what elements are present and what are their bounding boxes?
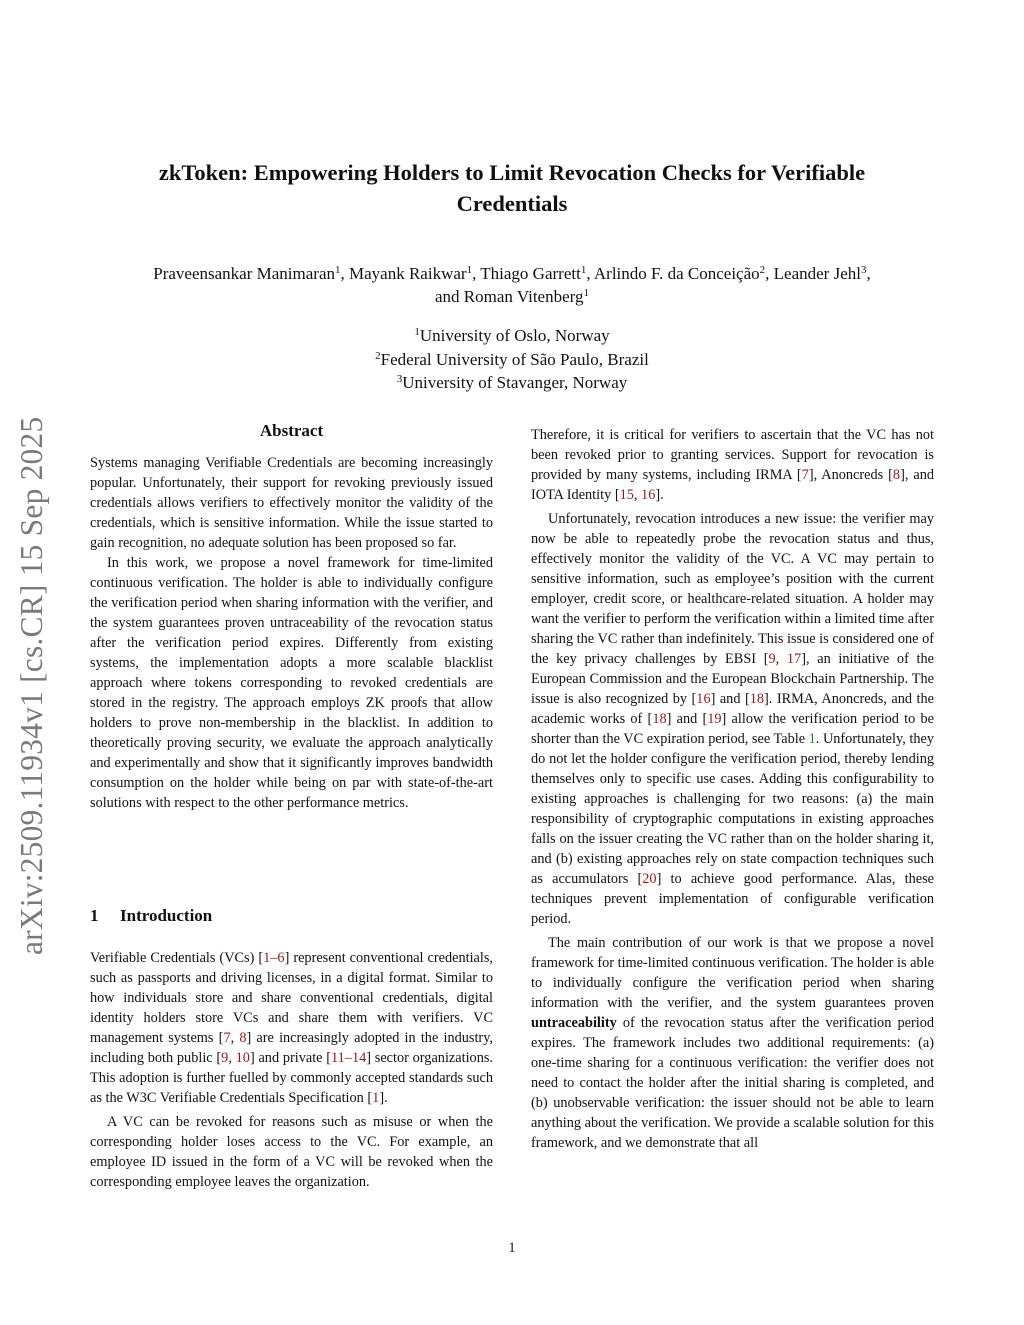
abstract-paragraph: Systems managing Verifiable Credentials are becoming increasingly popular. Unfortunately, their support for revoking previously issued credentials allows verifiers to effectively monitor the validity of the credentials, which is sensitive information. While the issue started to gain recognition, no adequate solution has been proposed so far. <box>90 455 493 551</box>
citation-link[interactable]: 9 <box>768 651 776 667</box>
paper-title: zkToken: Empowering Holders to Limit Revocation Checks for Verifiable Credentials <box>158 160 866 216</box>
table-reference-link[interactable]: 1 <box>808 731 816 747</box>
affiliation: $^1$University of Oslo, Norway <box>414 326 610 345</box>
abstract-paragraph: In this work, we propose a novel framework for time-limited continuous verification. The holder is able to individually configure the verification period when sharing information with the verifier, and the system guarantees proven untraceability of the revocation status after the verification period expires. Differently from existing systems, the implementation adopts a more scalable blacklist approach where tokens corresponding to revoked credentials are stored in the registry. The approach employs ZK proofs that allow holders to prove non-membership in the blacklist. In addition to theoretically proving security, we evaluate the approach analytically and experimentally and show that it significantly improves bandwidth consumption on the holder while being on par with state-of-the-art solutions with respect to the other performance metrics. <box>90 555 493 811</box>
intro-paragraph: Verifiable Credentials (VCs) [1–6] represent conventional credentials, such as passports and driving licenses, in a digital format. Similar to how individuals store and share conventional credentials, digital identity holders store VCs and share them with verifiers. VC management systems [7, 8] are increasingly adopted in the industry, including both public [9, 10] and private [11–14] sector organizations. This adoption is further fuelled by commonly accepted standards such as the W3C Verifiable Credentials Specification [1]. <box>90 950 494 1106</box>
body-paragraph: Unfortunately, revocation introduces a new issue: the verifier may now be able to repeatedly probe the revocation status and thus, effectively monitor the validity of the VC. A VC may pertain to sensitive information, such as employee’s position with the current employer, credit score, or healthcare-related situation. A holder may want the verifier to perform the verification within a limited time after sharing the VC rather than indefinitely. This issue is considered one of the key privacy challenges by EBSI [9, 17], an initiative of the European Commission and the European Blockchain Partnership. The issue is also recognized by [16] and [18]. IRMA, Anoncreds, and the academic works of [18] and [19] allow the verification period to be shorter than the VC expiration period, see Table 1. Unfortunately, they do not let the holder configure the verification period, thereby lending themselves only to specific use cases. Adding this configurability to existing approaches is challenging for two reasons: (a) the main responsibility of cryptographic computations in existing approaches falls on the issuer creating the VC rather than on the holder sharing it, and (b) existing approaches rely on state compaction techniques such as accumulators [20] to achieve good performance. Alas, these techniques prevent implementation of configurable verification period. <box>531 511 934 927</box>
citation-link[interactable]: 8 <box>239 1030 247 1046</box>
abstract-heading: Abstract <box>259 421 324 440</box>
citation-link[interactable]: 10 <box>235 1050 250 1066</box>
citation-link[interactable]: 9 <box>221 1050 229 1066</box>
introduction-body <box>90 948 493 1192</box>
affiliation: $^3$University of Stavanger, Norway <box>396 373 628 392</box>
section-number: 1 <box>90 906 99 925</box>
author-name: Praveensankar Manimaran <box>153 264 335 283</box>
citation-link[interactable]: 20 <box>642 871 657 887</box>
intro-paragraph: A VC can be revoked for reasons such as misuse or when the corresponding holder loses access to the VC. For example, an employee ID issued in the form of a VC will be revoked when the corresponding employee leaves the organization. <box>90 1114 493 1190</box>
author-list: Praveensankar Manimaran$^1$, Mayank Raikwar$^1$, Thiago Garrett$^1$, Arlindo F. da Conceição$^2$, Leander Jehl$^3$, and Roman Vitenberg$^1$ <box>153 264 871 306</box>
citation-link[interactable]: 16 <box>696 691 711 707</box>
author-affiliation-mark: 2 <box>759 264 766 276</box>
citation-link[interactable]: 18 <box>652 711 667 727</box>
page-number: 1 <box>508 1240 516 1256</box>
citation-link[interactable]: 11–14 <box>331 1050 367 1066</box>
citation-link[interactable]: 1–6 <box>263 950 285 966</box>
citation-link[interactable]: 17 <box>786 651 802 667</box>
affiliation-list <box>212 324 812 395</box>
author-affiliation-mark: 1 <box>580 264 587 276</box>
abstract-body <box>90 453 493 813</box>
author-name: and Roman Vitenberg <box>435 287 584 306</box>
arxiv-identifier-stamp: arXiv:2509.11934v1 [cs.CR] 15 Sep 2025 <box>14 416 49 955</box>
affiliation: $^2$Federal University of São Paulo, Brazil <box>375 349 649 369</box>
citation-link[interactable]: 19 <box>707 711 722 727</box>
author-affiliation-mark: 1 <box>583 287 589 299</box>
section-heading-introduction <box>90 906 212 926</box>
author-name: Arlindo F. da Conceição <box>593 264 760 283</box>
right-column-body <box>531 425 934 1153</box>
author-name: Thiago Garrett <box>480 264 581 283</box>
citation-link[interactable]: 1 <box>372 1090 380 1106</box>
citation-link[interactable]: 8 <box>892 467 901 483</box>
author-affiliation-mark: 1 <box>466 264 473 276</box>
author-name: Leander Jehl <box>773 264 861 283</box>
author-affiliation-mark: 1 <box>335 264 341 276</box>
section-title: Introduction <box>120 906 213 925</box>
citation-link[interactable]: 18 <box>749 691 765 707</box>
author-name: Mayank Raikwar <box>349 264 467 283</box>
body-paragraph: Therefore, it is critical for verifiers to ascertain that the VC has not been revoked prior to granting services. Support for revocation is provided by many systems, including IRMA [7], Anoncreds [8], and IOTA Identity [15, 16]. <box>531 427 934 503</box>
author-affiliation-mark: 3 <box>860 264 867 276</box>
body-paragraph: The main contribution of our work is that we propose a novel framework for time-limited continuous verification. The holder is able to individually configure the verification period when sharing information with the verifier, and the system guarantees proven untraceability of the revocation status after the verification period expires. The framework includes two additional requirements: (a) one-time sharing for a continuous verification: the verifier does not need to contact the holder after the initial sharing is completed, and (b) unobservable verification: the issuer should not be able to learn anything about the verification. We provide a scalable solution for this framework, and we demonstrate that all <box>531 935 934 1151</box>
citation-link[interactable]: 16 <box>641 487 656 503</box>
emphasis-untraceability: untraceability <box>531 1015 617 1031</box>
citation-link[interactable]: 7 <box>223 1030 231 1046</box>
citation-link[interactable]: 15 <box>619 487 634 503</box>
citation-link[interactable]: 7 <box>801 467 809 483</box>
